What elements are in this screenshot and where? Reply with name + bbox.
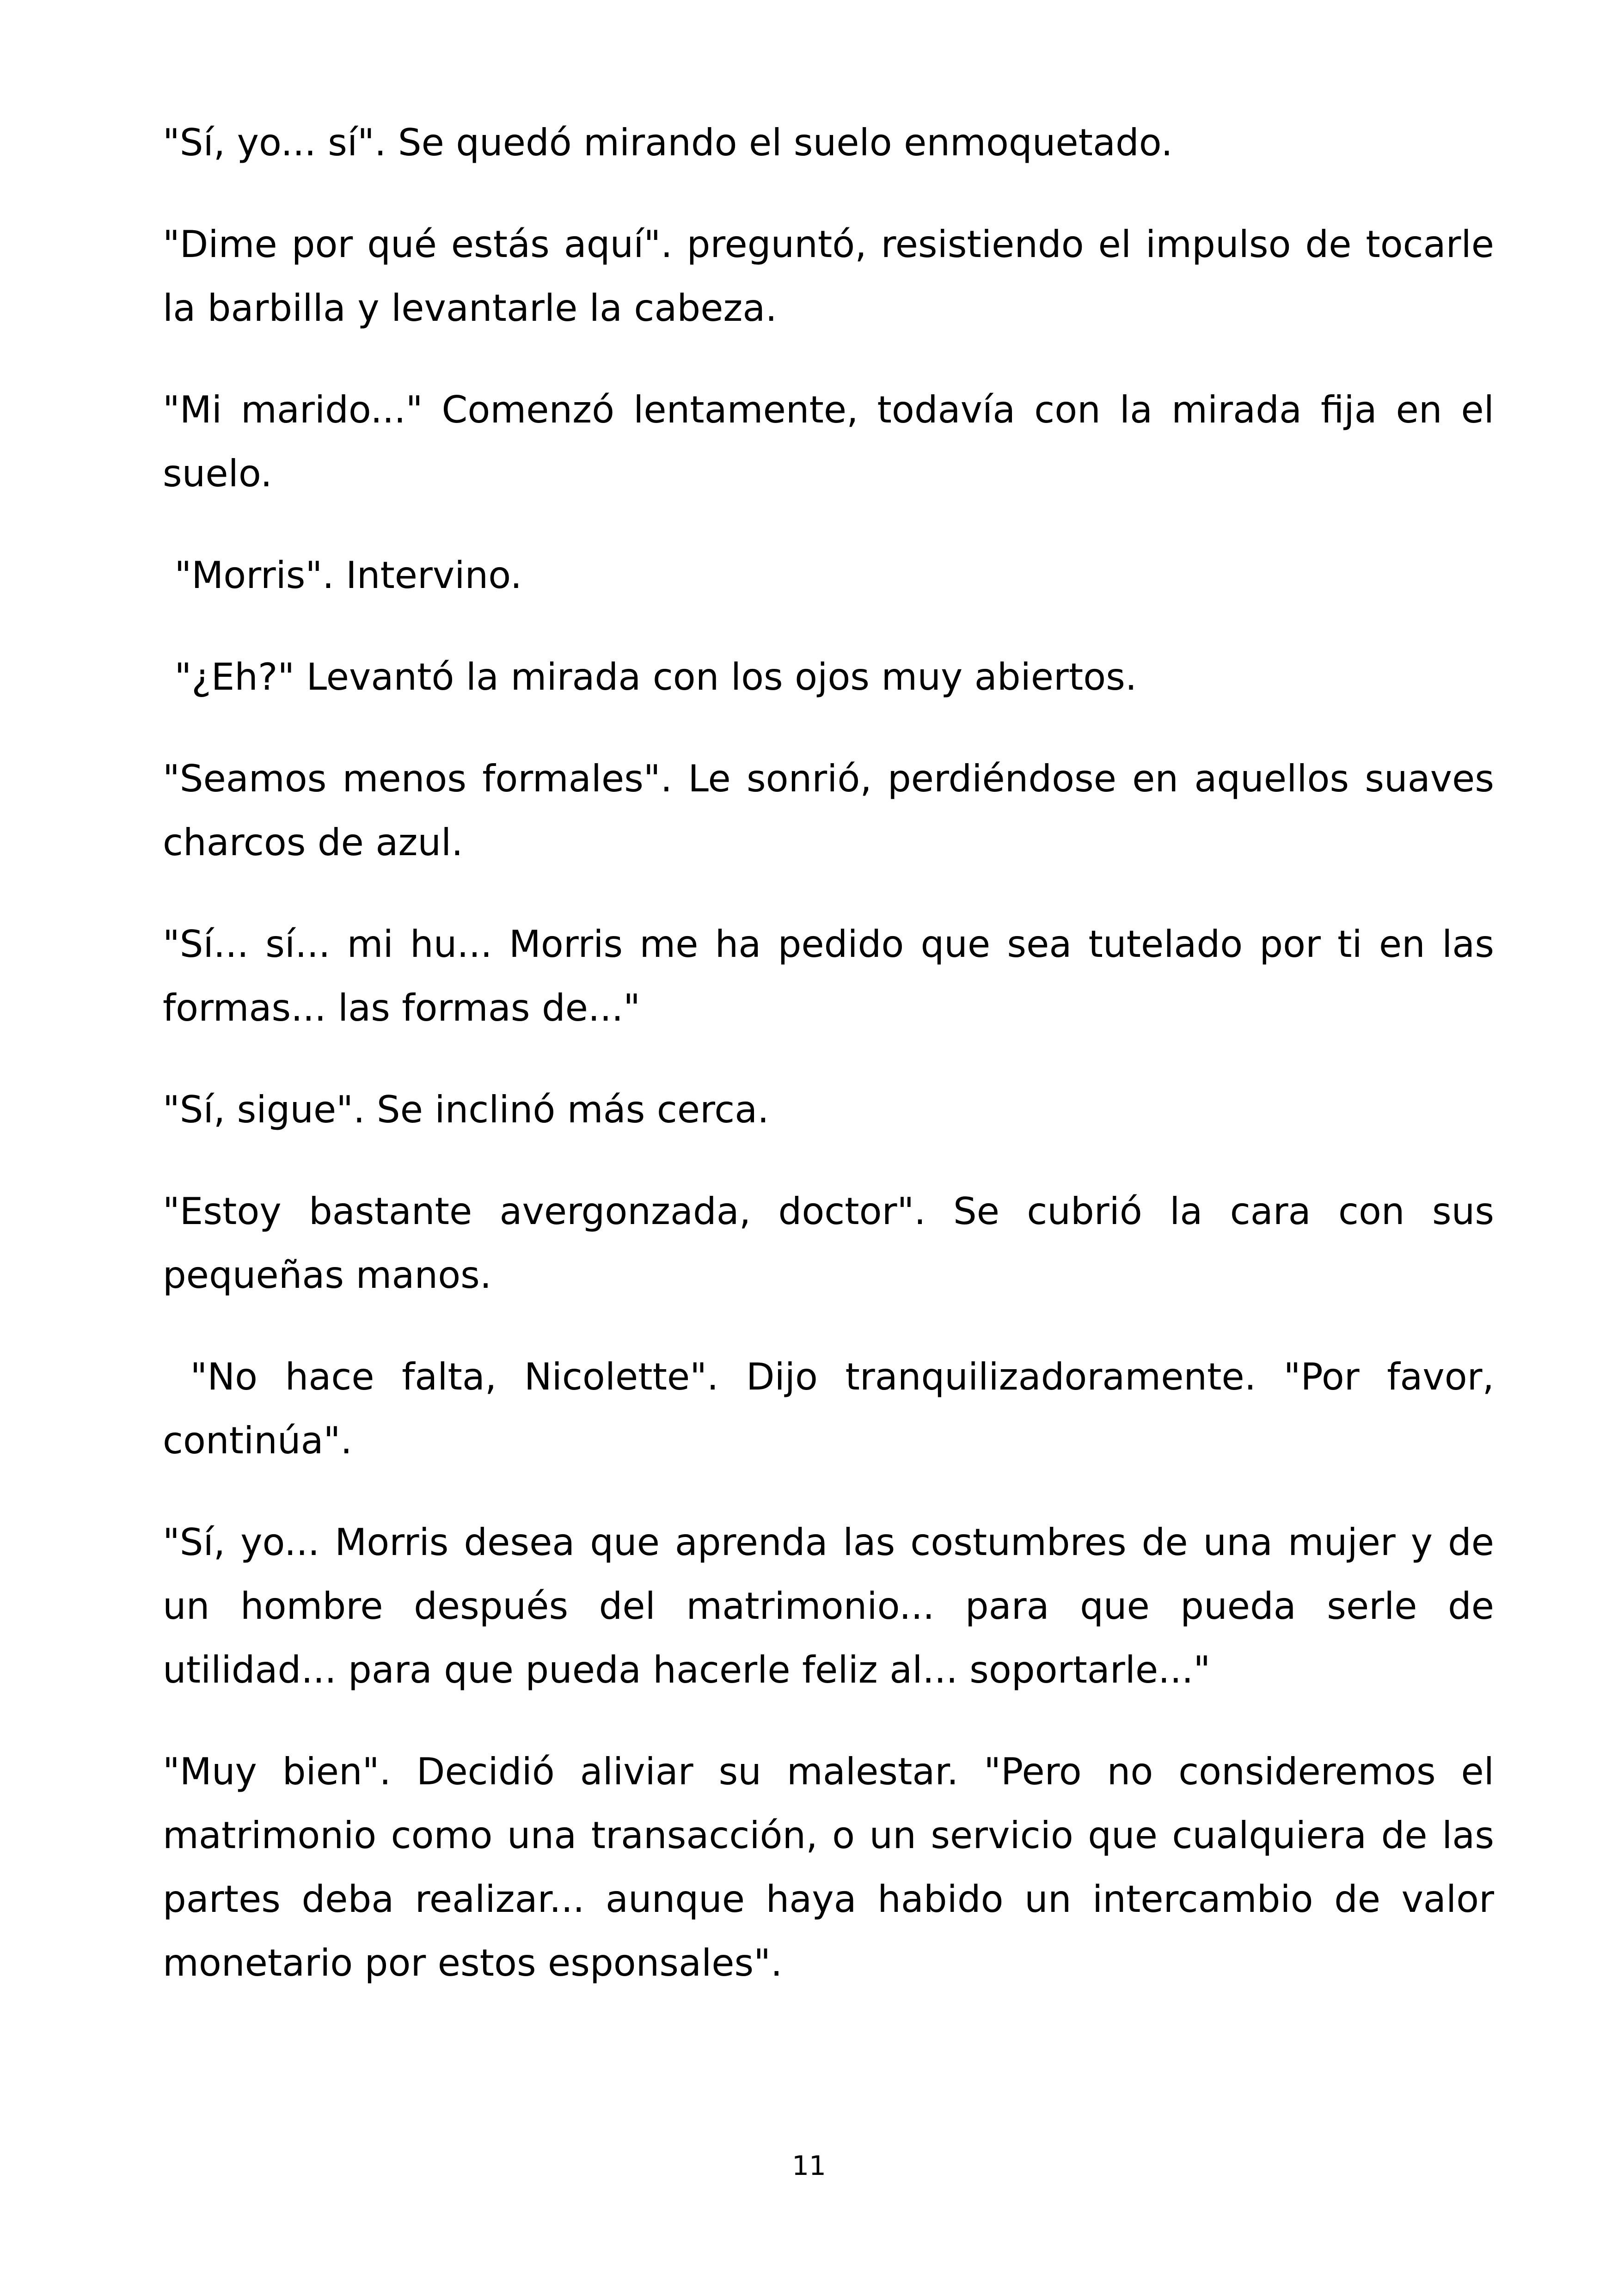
paragraph-9: "Estoy bastante avergonzada, doctor". Se cubrió la cara con sus pequeñas manos. — [163, 1190, 1494, 1297]
paragraph-3: "Mi marido..." Comenzó lentamente, todavía con la mirada fija en el suelo. — [163, 388, 1494, 495]
paragraph-1: "Sí, yo... sí". Se quedó mirando el suelo enmoquetado. — [163, 121, 1173, 164]
paragraph-6: "Seamos menos formales". Le sonrió, perdiéndose en aquellos suaves charcos de azul. — [163, 757, 1494, 864]
page-body — [163, 111, 1506, 2033]
paragraph-4: "Morris". Intervino. — [163, 554, 522, 597]
paragraph-7: "Sí... sí... mi hu... Morris me ha pedido que sea tutelado por ti en las formas... las formas de..." — [163, 923, 1494, 1029]
paragraph-10: "No hace falta, Nicolette". Dijo tranquilizadoramente. "Por favor, continúa". — [163, 1355, 1506, 1462]
paragraph-5: "¿Eh?" Levantó la mirada con los ojos muy abiertos. — [163, 655, 1137, 698]
page-number: 11 — [792, 2150, 826, 2181]
paragraph-8: "Sí, sigue". Se inclinó más cerca. — [163, 1088, 769, 1131]
paragraph-12: "Muy bien". Decidió aliviar su malestar. "Pero no consideremos el matrimonio como una transacción, o un servicio que cualquiera de las partes deba realizar... aunque haya habido un intercambio de valor monetario por estos esponsales". — [163, 1750, 1494, 1984]
paragraph-2: "Dime por qué estás aquí". preguntó, resistiendo el impulso de tocarle la barbilla y levantarle la cabeza. — [163, 223, 1494, 330]
paragraph-11: "Sí, yo... Morris desea que aprenda las costumbres de una mujer y de un hombre después del matrimonio... para que pueda serle de utilidad... para que pueda hacerle feliz al... soportarle..." — [163, 1521, 1494, 1691]
